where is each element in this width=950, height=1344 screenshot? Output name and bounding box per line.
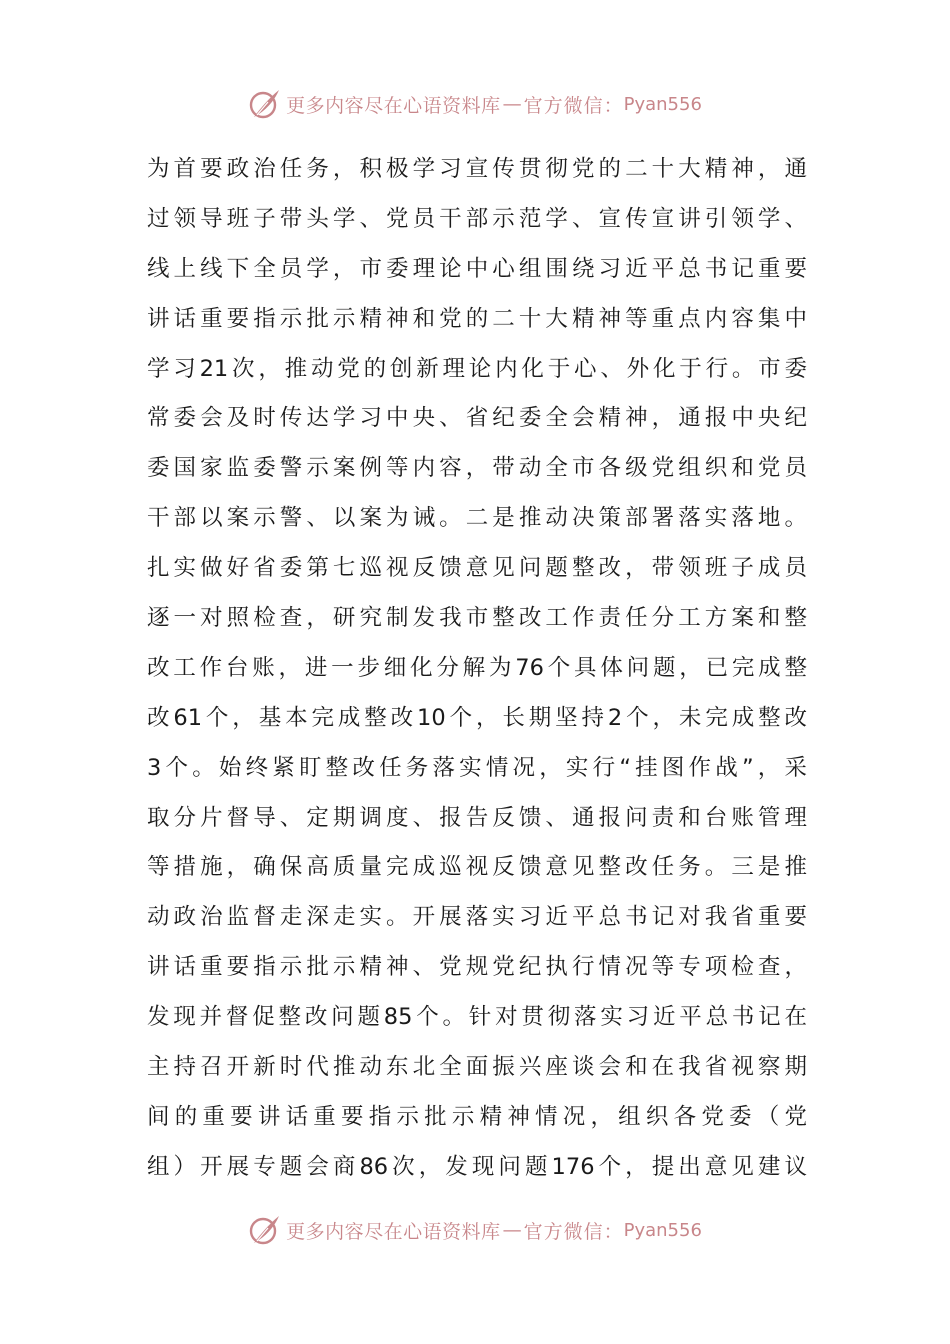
- footer-watermark: [0, 1210, 950, 1250]
- body-line: 等措施，确保高质量完成巡视反馈意见整改任务。三是推: [147, 854, 807, 881]
- body-line: 逐一对照检查，研究制发我市整改工作责任分工方案和整: [147, 605, 807, 632]
- body-line: 常委会及时传达学习中央、省纪委全会精神，通报中央纪: [147, 405, 807, 432]
- watermark-wechat-label: 官方微信：: [523, 1220, 624, 1243]
- body-line: 讲话重要指示批示精神、党规党纪执行情况等专项检查，: [147, 954, 807, 981]
- watermark-separator: —: [502, 1219, 522, 1241]
- body-line: 讲话重要指示批示精神和党的二十大精神等重点内容集中: [147, 305, 807, 332]
- watermark-wechat-id: Pyan556: [623, 93, 702, 115]
- quill-logo-icon: [248, 87, 282, 121]
- body-line: 改工作台账，进一步细化分解为76个具体问题，已完成整: [147, 654, 807, 681]
- watermark-site-text: 更多内容尽在心语资料库: [286, 94, 501, 117]
- body-line: 干部以案示警、以案为诫。二是推动决策部署落实落地。: [147, 505, 807, 532]
- body-line: 过领导班子带头学、党员干部示范学、宣传宣讲引领学、: [147, 205, 807, 232]
- body-line: 线上线下全员学，市委理论中心组围绕习近平总书记重要: [147, 255, 807, 282]
- body-line: 3个。始终紧盯整改任务落实情况，实行“挂图作战”，采: [147, 754, 807, 781]
- watermark-wechat-label: 官方微信：: [523, 94, 624, 117]
- document-body: [147, 145, 807, 1193]
- body-line: 改61个，基本完成整改10个，长期坚持2个，未完成整改: [147, 704, 807, 731]
- body-line: 取分片督导、定期调度、报告反馈、通报问责和台账管理: [147, 804, 807, 831]
- body-line: 主持召开新时代推动东北全面振兴座谈会和在我省视察期: [147, 1054, 807, 1081]
- header-watermark: [0, 84, 950, 124]
- body-line: 为首要政治任务，积极学习宣传贯彻党的二十大精神，通: [147, 156, 807, 182]
- body-line: 组）开展专题会商86次，发现问题176个，提出意见建议: [147, 1153, 807, 1180]
- body-line: 发现并督促整改问题85个。针对贯彻落实习近平总书记在: [147, 1004, 807, 1031]
- body-line: 间的重要讲话重要指示批示精神情况，组织各党委（党: [147, 1103, 807, 1130]
- watermark-separator: —: [502, 93, 522, 115]
- body-line: 学习21次，推动党的创新理论内化于心、外化于行。市委: [147, 355, 807, 382]
- body-line: 扎实做好省委第七巡视反馈意见问题整改，带领班子成员: [147, 555, 807, 582]
- body-line: 动政治监督走深走实。开展落实习近平总书记对我省重要: [147, 904, 807, 931]
- watermark-wechat-id: Pyan556: [623, 1219, 702, 1241]
- watermark-site-text: 更多内容尽在心语资料库: [286, 1220, 501, 1243]
- quill-logo-icon: [248, 1213, 282, 1247]
- body-line: 委国家监委警示案例等内容，带动全市各级党组织和党员: [147, 455, 807, 482]
